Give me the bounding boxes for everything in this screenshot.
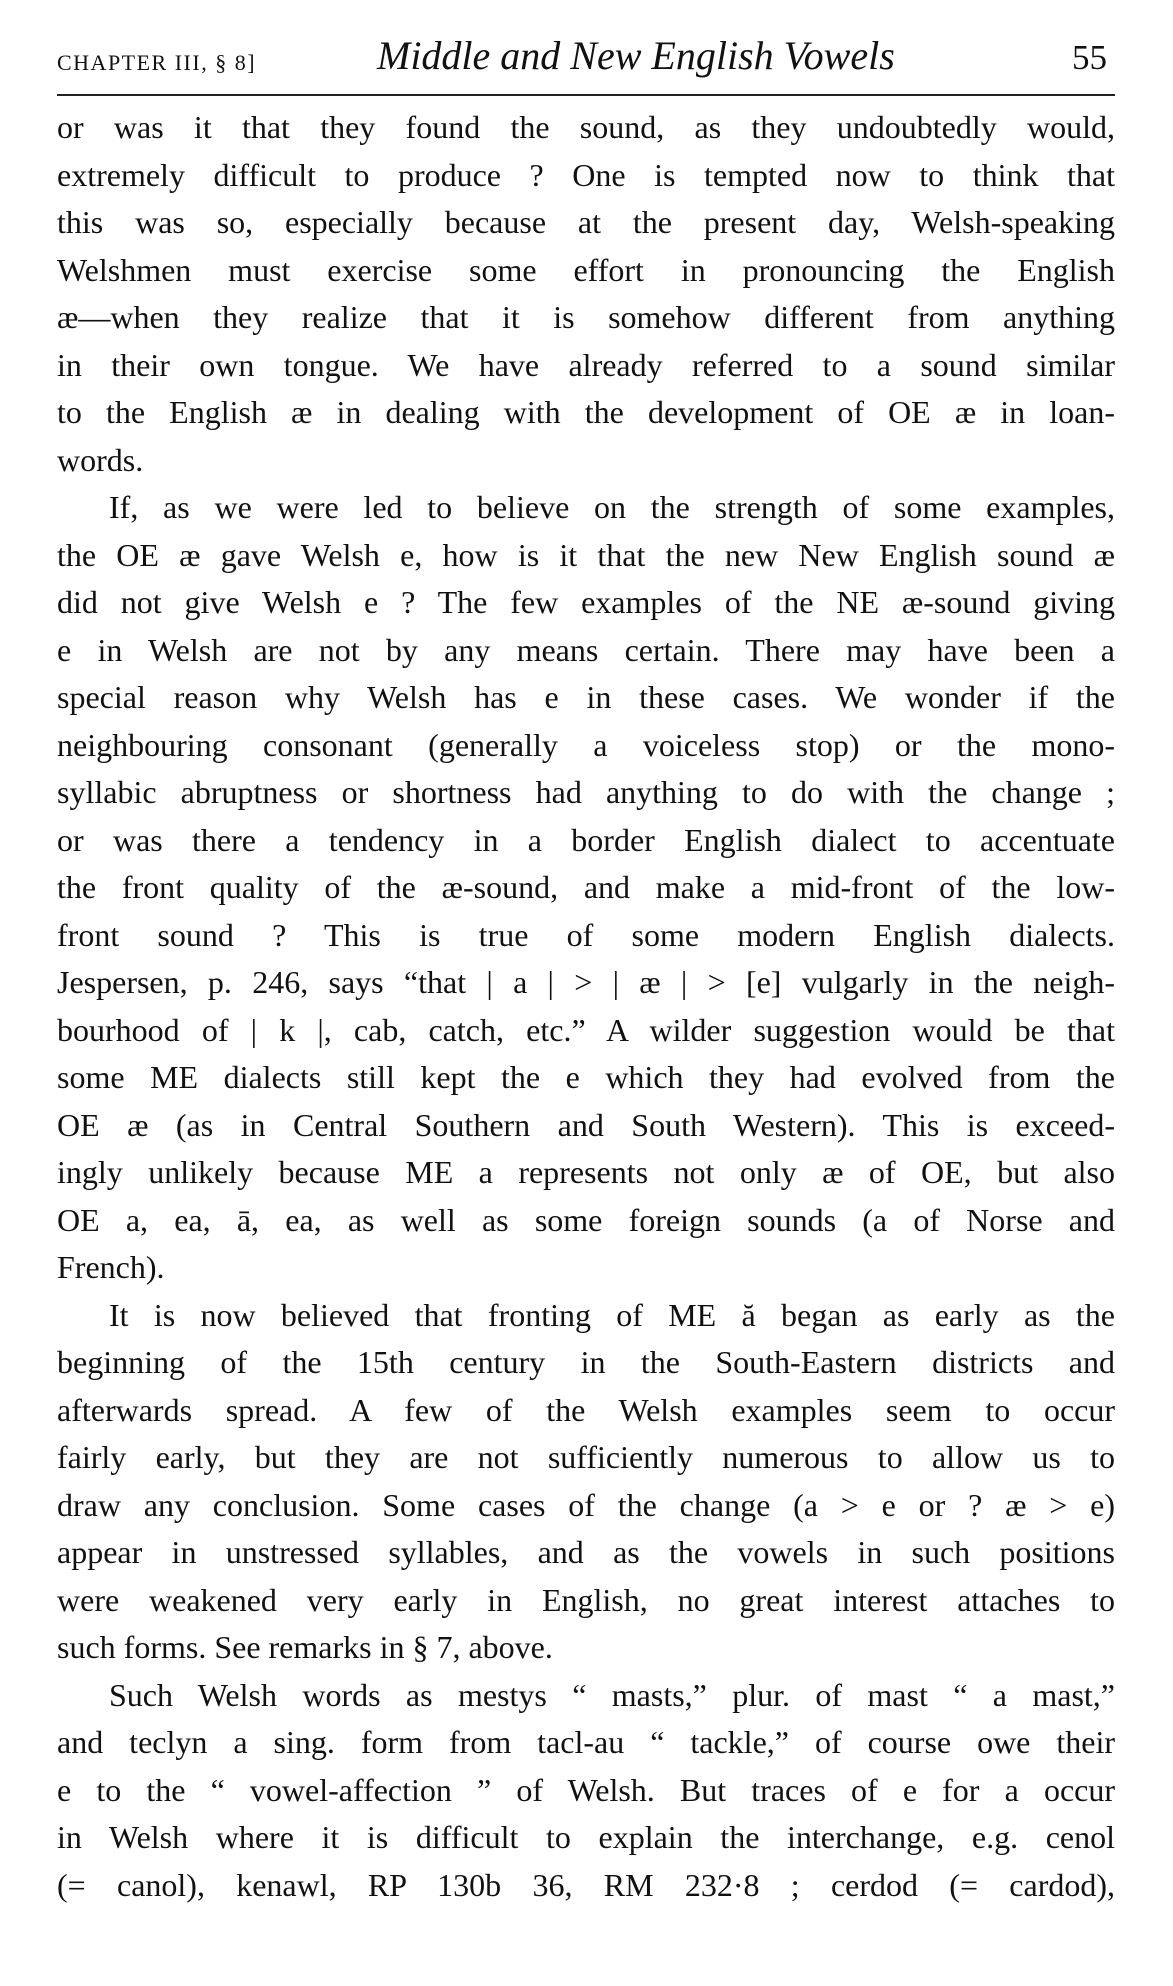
text-line: or was it that they found the sound, as they undoubtedly would, (57, 109, 1115, 145)
text-line: to the English æ in dealing with the development of OE æ in loan- (57, 394, 1115, 430)
text-line: neighbouring consonant (generally a voiceless stop) or the mono- (57, 726, 1115, 763)
text-line: OE æ (as in Central Southern and South Western). This is exceed- (57, 1106, 1115, 1143)
text-line: draw any conclusion. Some cases of the change (a > e or ? æ > e) (57, 1486, 1115, 1523)
text-line: (= canol), kenawl, RP 130b 36, RM 232·8 ; cerdod (= cardod), (57, 1866, 1115, 1903)
text-line: the front quality of the æ-sound, and make a mid-front of the low- (57, 869, 1115, 905)
text-line: such forms. See remarks in § 7, above. (57, 1629, 553, 1665)
text-line: OE a, ea, ā, ea, as well as some foreign sounds (a of Norse and (57, 1201, 1115, 1238)
text-line: special reason why Welsh has e in these cases. We wonder if the (57, 679, 1115, 715)
text-line: Such Welsh words as mestys “ masts,” plur. of mast “ a mast,” (109, 1676, 1115, 1713)
text-line: beginning of the 15th century in the South-Eastern districts and (57, 1344, 1115, 1380)
text-line: bourhood of | k |, cab, catch, etc.” A wilder suggestion would be that (57, 1011, 1115, 1048)
text-line: Welshmen must exercise some effort in pronouncing the English (57, 251, 1115, 288)
text-line: did not give Welsh e ? The few examples of the NE æ-sound giving (57, 584, 1115, 620)
paragraph (57, 484, 1115, 1292)
text-line: fairly early, but they are not sufficiently numerous to allow us to (57, 1439, 1115, 1475)
text-line: the OE æ gave Welsh e, how is it that the new New English sound æ (57, 536, 1115, 573)
text-line: ingly unlikely because ME a represents not only æ of OE, but also (57, 1154, 1115, 1190)
chapter-reference: CHAPTER III, § 8] (57, 50, 257, 75)
running-head (57, 28, 1115, 96)
paragraph (57, 104, 1115, 484)
text-line: e to the “ vowel-affection ” of Welsh. But traces of e for a occur (57, 1771, 1115, 1808)
text-line: in their own tongue. We have already referred to a sound similar (57, 346, 1115, 383)
text-line: appear in unstressed syllables, and as the vowels in such positions (57, 1534, 1115, 1570)
running-title: Middle and New English Vowels (377, 33, 895, 78)
text-line: æ—when they realize that it is somehow different from anything (57, 299, 1115, 335)
text-line: this was so, especially because at the present day, Welsh-speaking (57, 204, 1115, 240)
text-line: words. (57, 441, 144, 478)
text-line: syllabic abruptness or shortness had anything to do with the change ; (57, 774, 1115, 810)
text-line: afterwards spread. A few of the Welsh examples seem to occur (57, 1391, 1115, 1428)
text-line: Jespersen, p. 246, says “that | a | > | æ | > [e] vulgarly in the neigh- (57, 964, 1115, 1000)
text-line: extremely difficult to produce ? One is tempted now to think that (57, 156, 1115, 193)
text-line: front sound ? This is true of some modern English dialects. (57, 916, 1115, 953)
paragraph (57, 1672, 1115, 1910)
text-line: or was there a tendency in a border English dialect to accentuate (57, 821, 1115, 858)
text-line: in Welsh where it is difficult to explain the interchange, e.g. cenol (57, 1819, 1115, 1855)
text-line: If, as we were led to believe on the strength of some examples, (109, 489, 1115, 525)
text-line: were weakened very early in English, no great interest attaches to (57, 1581, 1115, 1618)
page-number: 55 (1072, 38, 1107, 77)
body-text (57, 104, 1115, 1909)
text-line: e in Welsh are not by any means certain. There may have been a (57, 631, 1115, 668)
paragraph (57, 1292, 1115, 1672)
text-line: It is now believed that fronting of ME ă began as early as the (109, 1296, 1115, 1333)
text-line: and teclyn a sing. form from tacl-au “ tackle,” of course owe their (57, 1724, 1115, 1760)
text-line: French). (57, 1249, 165, 1285)
text-line: some ME dialects still kept the e which they had evolved from the (57, 1059, 1115, 1095)
